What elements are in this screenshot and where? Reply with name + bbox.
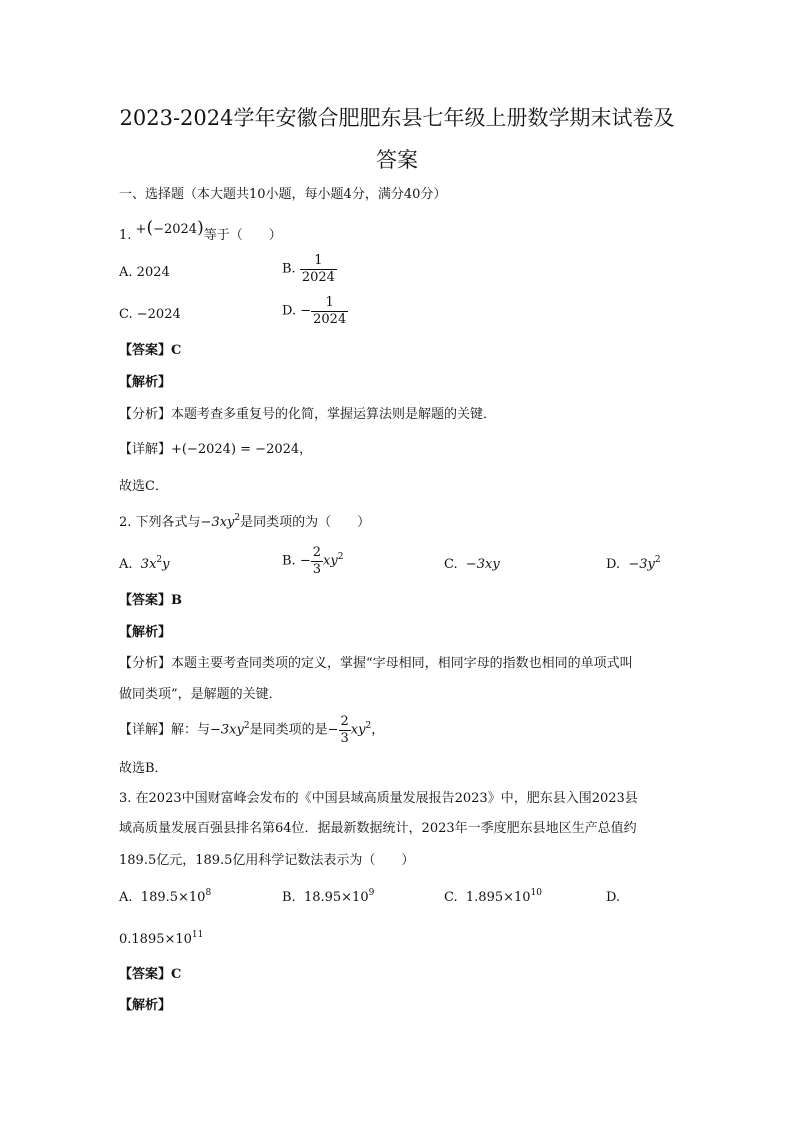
q2-jiexi: 【解析】 — [119, 625, 172, 640]
q2-analysis-line2: 做同类项”，是解题的关键． — [119, 687, 282, 702]
doc-title-line1: 2023-2024学年安徽合肥肥东县七年级上册数学期末试卷及 — [119, 106, 675, 130]
q1-option-a: A. 2024 — [119, 265, 170, 280]
q1-d-fraction: $\frac{1}{2024}$ — [313, 295, 347, 327]
section-heading: 一、选择题（本大题共10小题，每小题4分，满分40分） — [119, 187, 447, 202]
q3-jiexi: 【解析】 — [119, 998, 172, 1013]
q3-option-a: A. $189.5\times 10^8$ — [119, 888, 212, 905]
question-3-stem-line1: 3. 在2023中国财富峰会发布的《中国县域高质量发展报告2023》中，肥东县入围2023县 — [119, 791, 638, 806]
q1-option-b: B. $\frac{1}{2024}$ — [282, 253, 335, 285]
q2-detail-fraction: $\frac{2}{3}$ — [340, 714, 349, 746]
q3-option-b: B. $18.95\times 10^9$ — [282, 888, 375, 905]
q1-stem-text: 等于（ ） — [203, 228, 282, 243]
doc-title-line2: 答案 — [376, 148, 418, 172]
q3-option-d: $0.1895\times 10^{11}$ — [119, 930, 204, 947]
q1-b-fraction: $\frac{1}{2024}$ — [301, 253, 335, 285]
q2-option-a: A. $3x^2y$ — [119, 555, 170, 572]
q1-answer: 【答案】C — [119, 343, 182, 358]
q1-conclusion: 故选C． — [119, 479, 168, 494]
q2-detail: 【详解】解：与$-3xy^2$是同类项的是− $\frac{2}{3}$ $xy^2$， — [119, 714, 385, 746]
q3-option-d-label: D. — [606, 890, 621, 905]
q1-jiexi: 【解析】 — [119, 375, 172, 390]
question-2-stem: 2. 下列各式与$-3xy^2$是同类项的为（ ） — [119, 513, 371, 530]
question-3-stem-line3: 189.5亿元，189.5亿用科学记数法表示为（ ） — [119, 853, 415, 868]
q3-option-c: C. $1.895\times 10^{10}$ — [444, 888, 542, 905]
question-1-stem — [119, 218, 282, 245]
q1-option-d: D. − $\frac{1}{2024}$ — [282, 295, 347, 327]
q3-answer: 【答案】C — [119, 967, 182, 982]
q2-b-fraction: $\frac{2}{3}$ — [312, 545, 322, 577]
q1-detail: 【详解】+(−2024) = −2024， — [119, 442, 313, 457]
q2-analysis-line1: 【分析】本题主要考查同类项的定义，掌握“字母相同，相同字母的指数也相同的单项式叫 — [119, 656, 633, 671]
q2-option-b: B. − $\frac{2}{3}$ $xy^2$ — [282, 545, 344, 577]
q2-option-d: D. $-3y^2$ — [606, 555, 661, 572]
q2-conclusion: 故选B． — [119, 761, 168, 776]
q1-option-c: C. −2024 — [119, 307, 181, 322]
question-3-stem-line2: 域高质量发展百强县排名第64位．据最新数据统计，2023年一季度肥东县地区生产总值约 — [119, 821, 637, 836]
q1-expression: +(−2024) — [135, 218, 204, 238]
q2-option-c: C. −3xy — [444, 557, 500, 572]
q1-analysis: 【分析】本题考查多重复号的化简，掌握运算法则是解题的关键． — [119, 407, 497, 422]
q1-number: 1. — [119, 228, 132, 243]
q2-answer: 【答案】B — [119, 593, 182, 608]
